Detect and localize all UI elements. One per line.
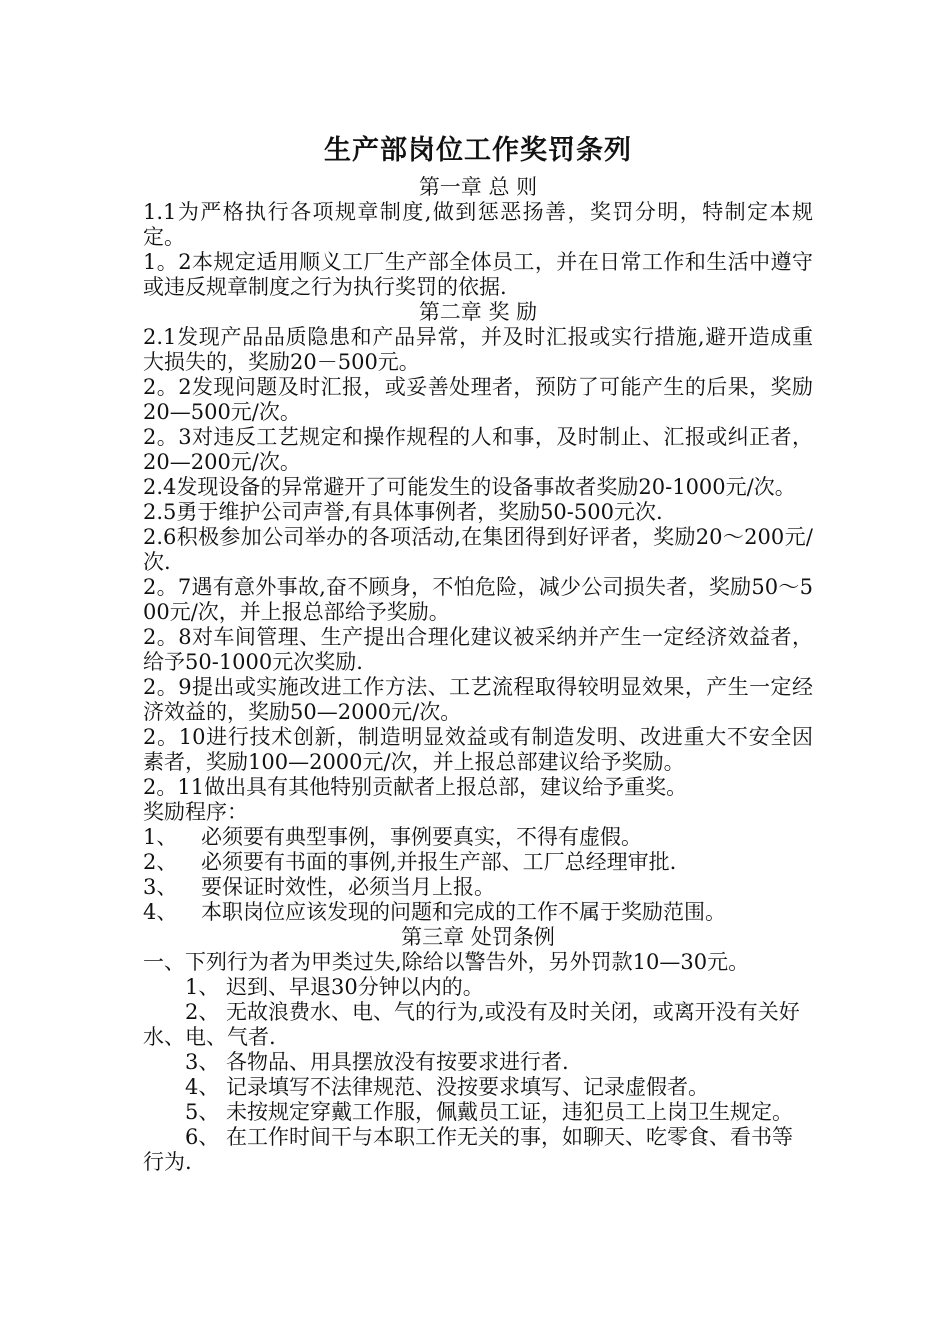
chapter1-heading: 第一章 总 则 (418, 175, 538, 199)
procedure-label: 奖励程序： (143, 800, 248, 824)
procedure-item (143, 900, 813, 925)
reward-clause: 2。2发现问题及时汇报，或妥善处理者，预防了可能产生的后果，奖励20—500元/次。 (143, 375, 813, 424)
penalty-item: 5、 未按规定穿戴工作服，佩戴员工证，违犯员工上岗卫生规定。 (185, 1100, 794, 1124)
procedure-text: 必须要有典型事例，事例要真实，不得有虚假。 (201, 825, 642, 849)
reward-clause: 2.5勇于维护公司声誉,有具体事例者，奖励50-500元次. (143, 500, 663, 524)
procedure-number: 1、 (143, 825, 178, 849)
chapter3-heading: 第三章 处罚条例 (401, 925, 555, 949)
procedure-text: 要保证时效性，必须当月上报。 (201, 875, 495, 899)
reward-clause: 2。3对违反工艺规定和操作规程的人和事，及时制止、汇报或纠正者， 20—200元/次。 (143, 425, 813, 474)
procedure-item (143, 875, 813, 900)
penalty-item: 1、 迟到、早退30分钟以内的。 (185, 975, 484, 999)
chapter2-heading: 第二章 奖 励 (418, 300, 538, 324)
reward-clause: 2.4发现设备的异常避开了可能发生的设备事故者奖励20-1000元/次。 (143, 475, 796, 499)
procedure-list (143, 825, 813, 925)
reward-clause: 2.6积极参加公司举办的各项活动,在集团得到好评者，奖励20～200元/次. (143, 525, 813, 574)
penalty-intro: 一、下列行为者为甲类过失,除给以警告外，另外罚款10—30元。 (143, 950, 750, 974)
penalty-item: 4、 记录填写不法律规范、没按要求填写、记录虚假者。 (185, 1075, 710, 1099)
chapter1-paragraph: 1.1为严格执行各项规章制度,做到惩恶扬善，奖罚分明，特制定本规定。 (143, 200, 813, 249)
procedure-text: 本职岗位应该发现的问题和完成的工作不属于奖励范围。 (201, 900, 726, 924)
procedure-number: 2、 (143, 850, 178, 874)
reward-clause: 2。9提出或实施改进工作方法、工艺流程取得较明显效果，产生一定经济效益的，奖励50—2000元/次。 (143, 675, 813, 724)
procedure-item (143, 850, 813, 875)
document-title: 生产部岗位工作奖罚条列 (324, 135, 632, 166)
penalty-item: 6、 在工作时间干与本职工作无关的事，如聊天、吃零食、看书等行为. (143, 1125, 794, 1174)
reward-clause: 2。11做出具有其他特别贡献者上报总部，建议给予重奖。 (143, 775, 688, 799)
reward-clause: 2.1发现产品品质隐患和产品异常，并及时汇报或实行措施,避开造成重大损失的，奖励20－500元。 (143, 325, 813, 374)
document-page (143, 128, 813, 1175)
reward-clause: 2。7遇有意外事故,奋不顾身，不怕危险，减少公司损失者，奖励50～500元/次，并上报总部给予奖励。 (143, 575, 813, 624)
reward-clause: 2。10进行技术创新，制造明显效益或有制造发明、改进重大不安全因素者，奖励100—2000元/次，并上报总部建议给予奖励。 (143, 725, 813, 774)
penalty-item: 2、 无故浪费水、电、气的行为,或没有及时关闭，或离开没有关好水、电、气者. (143, 1000, 800, 1049)
procedure-number: 4、 (143, 900, 178, 924)
procedure-text: 必须要有书面的事例,并报生产部、工厂总经理审批. (201, 850, 677, 874)
penalty-item: 3、 各物品、用具摆放没有按要求进行者. (185, 1050, 569, 1074)
chapter1-paragraph: 1。2本规定适用顺义工厂生产部全体员工，并在日常工作和生活中遵守或违反规章制度之行为执行奖罚的依据. (143, 250, 813, 299)
procedure-number: 3、 (143, 875, 178, 899)
reward-clause: 2。8对车间管理、生产提出合理化建议被采纳并产生一定经济效益者，给予50-1000元次奖励. (143, 625, 813, 674)
procedure-item (143, 825, 813, 850)
